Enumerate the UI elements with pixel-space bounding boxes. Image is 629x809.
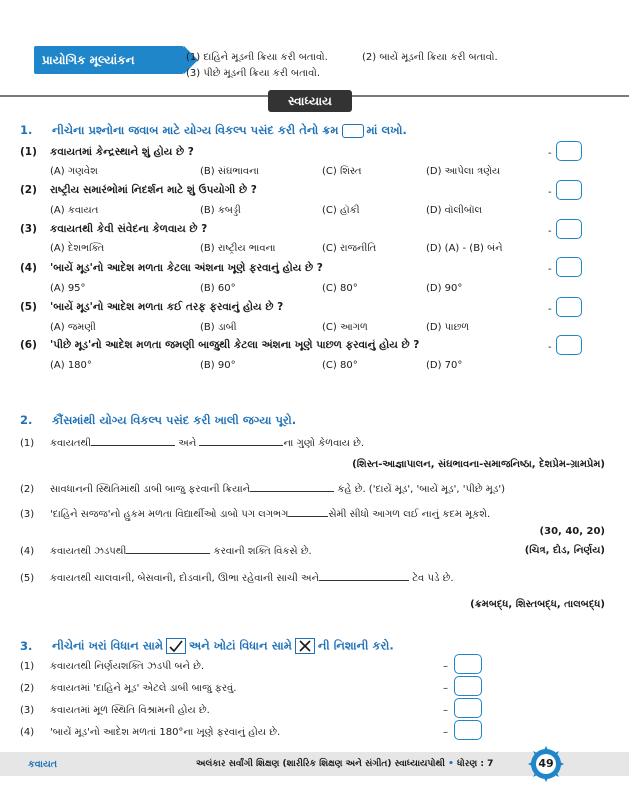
q2-answer-box[interactable] [556, 180, 582, 200]
question-5: (5) 'બાયેં મૂડ'નો આદેશ મળતા કઈ તરફ ફરવાનું હોય છે ? [20, 301, 284, 313]
hint-5: (ક્રમબદ્ધ, શિસ્તબદ્ધ, તાલબદ્ધ) [470, 599, 605, 610]
fill-blank-4: (4) કવાયતથી ઝડપથી કરવાની શક્તિ વિકસે છે. [20, 546, 312, 557]
q6-option-d: (D) 70° [426, 360, 463, 371]
q6-answer-box[interactable] [556, 335, 582, 355]
blank-1b[interactable] [199, 437, 283, 446]
blank-3[interactable] [288, 508, 328, 517]
q3-answer-box[interactable] [556, 219, 582, 239]
q4-option-b: (B) 60° [200, 283, 236, 294]
section-2-number: 2. [20, 413, 33, 427]
hint-3: (30, 40, 20) [539, 526, 605, 537]
fill-blank-3: (3) 'દાહિને સજજ'નો હુકમ મળતા વિદ્યાર્થીઓ ડાબો પગ લગભગ સેમી સીધો આગળ લઈ નાનું કદમ મૂકશે. [20, 509, 491, 520]
practical-item-2: (2) બાયેં મૂડની ક્રિયા કરી બતાવો. [362, 52, 498, 63]
q2-option-d: (D) વૉલીબૉલ [426, 205, 483, 216]
q2-option-b: (B) કબડ્ડી [200, 205, 241, 216]
statement-4: (4) 'બાયેં મૂડ'નો આદેશ મળતાં 180°ના ખૂણે ફરવાનું હોય છે. [20, 727, 281, 738]
fill-blank-2: (2) સાવધાનની સ્થિતિમાંથી ડાબી બાજુ ફરવાની ક્રિયાને કહે છે. ('દાયેં મૂડ', 'બાયેં મૂડ', 'પીછે મૂડ') [20, 484, 505, 495]
statement-3-box[interactable] [454, 698, 482, 718]
section-1-heading [20, 123, 407, 138]
q5-option-a: (A) જમણી [50, 322, 96, 333]
section-1-title-b: માં લખો. [366, 123, 407, 137]
practical-item-3: (3) પીછે મૂડની ક્રિયા કરી બતાવો. [186, 68, 321, 79]
tick-mark-icon [166, 638, 186, 654]
statement-2: (2) કવાયતમાં 'દાહિને મૂડ' એટલે ડાબી બાજુ ફરવું. [20, 683, 237, 694]
q1-option-a: (A) ગણવેશ [50, 166, 98, 177]
statement-1: (1) કવાયતથી નિર્ણયશક્તિ ઝડપી બને છે. [20, 661, 205, 672]
q2-option-a: (A) કવાયત [50, 205, 99, 216]
section-3-number: 3. [20, 638, 33, 653]
practical-item-1: (1) દાહિને મૂડની ક્રિયા કરી બતાવો. [186, 52, 328, 63]
blank-2[interactable] [250, 483, 334, 492]
blank-4[interactable] [126, 545, 210, 554]
question-3: (3) કવાયતથી કેવી સંવેદના કેળવાય છે ? [20, 223, 208, 235]
blank-5[interactable] [319, 572, 409, 581]
hint-4: (ચિત્ર, દોડ, નિર્ણય) [524, 545, 605, 556]
practical-assessment-tag: પ્રાયોગિક મૂલ્યાંકન [34, 46, 184, 74]
page-number: 49 [538, 757, 554, 770]
section-2-heading [20, 413, 296, 428]
q1-option-d: (D) આપેલા ત્રણેય [426, 166, 501, 177]
section-2-title: કૌંસમાંથી યોગ્ય વિકલ્પ પસંદ કરી ખાલી જગ્યા પૂરો. [52, 413, 297, 427]
fill-blank-1: (1) કવાયતથી અને ના ગુણો કેળવાય છે. [20, 438, 365, 449]
question-1: (1) કવાયતમાં કેન્દ્રસ્થાને શું હોય છે ? [20, 146, 194, 158]
statement-1-box[interactable] [454, 654, 482, 674]
q3-option-d: (D) (A) - (B) બંને [426, 243, 503, 254]
q2-option-c: (C) હૉકી [322, 205, 360, 216]
q6-option-b: (B) 90° [200, 360, 236, 371]
statement-3: (3) કવાયતમાં મૂળ સ્થિતિ વિશ્રામની હોય છે. [20, 705, 210, 716]
svadhyay-title: સ્વાધ્યાય [268, 90, 352, 112]
question-6: (6) 'પીછે મૂડ'નો આદેશ મળતા જમણી બાજુથી કેટલા અંશના ખૂણે પાછળ ફરવાનું હોય છે ? [20, 339, 420, 351]
section-1-title-a: નીચેના પ્રશ્નોના જવાબ માટે યોગ્ય વિકલ્પ પસંદ કરી તેનો ક્રમ [52, 123, 339, 137]
answer-box-sample [342, 124, 364, 138]
q6-option-c: (C) 80° [322, 360, 358, 371]
question-2: (2) રાષ્ટ્રીય સમારંભોમાં નિદર્શન માટે શું ઉપયોગી છે ? [20, 184, 257, 196]
q4-option-d: (D) 90° [426, 283, 463, 294]
section-1-number: 1. [20, 123, 33, 137]
q4-option-a: (A) 95° [50, 283, 86, 294]
section-3-heading: 3. નીચેનાં ખરાં વિધાન સામે અને ખોટાં વિધાન સામે ની નિશાની કરો. [20, 638, 394, 653]
footer-chapter: કવાયત [28, 759, 58, 770]
q5-answer-box[interactable] [556, 297, 582, 317]
q1-option-c: (C) શિસ્ત [322, 166, 362, 177]
statement-2-box[interactable] [454, 676, 482, 696]
statement-4-box[interactable] [454, 720, 482, 740]
q3-option-b: (B) રાષ્ટ્રીય ભાવના [200, 243, 276, 254]
q6-option-a: (A) 180° [50, 360, 92, 371]
blank-1a[interactable] [91, 437, 175, 446]
q3-option-c: (C) રાજનીતિ [322, 243, 377, 254]
q3-option-a: (A) દેશભક્તિ [50, 243, 105, 254]
cross-mark-icon [295, 638, 315, 654]
q5-option-b: (B) ડાબી [200, 322, 237, 333]
question-4: (4) 'બાયેં મૂડ'નો આદેશ મળતા કેટલા અંશના ખૂણે ફરવાનું હોય છે ? [20, 262, 323, 274]
fill-blank-5: (5) કવાયતથી ચાલવાની, બેસવાની, દોડવાની, ઊભા રહેવાની સાચી અને ટેવ પડે છે. [20, 573, 454, 584]
footer-book-title: અલંકાર સર્વાંગી શિક્ષણ (શારીરિક શિક્ષણ અને સંગીત) સ્વાધ્યાયપોથી • ધોરણ : 7 [196, 759, 494, 769]
q1-answer-box[interactable] [556, 141, 582, 161]
hint-1: (શિસ્ત-આજ્ઞાપાલન, સંઘભાવના-સમાજનિષ્ઠા, દેશપ્રેમ-ગ્રામપ્રેમ) [352, 459, 605, 470]
q4-answer-box[interactable] [556, 257, 582, 277]
q5-option-c: (C) આગળ [322, 322, 368, 333]
q4-option-c: (C) 80° [322, 283, 358, 294]
q5-option-d: (D) પાછળ [426, 322, 470, 333]
q1-option-b: (B) સંઘભાવના [200, 166, 260, 177]
